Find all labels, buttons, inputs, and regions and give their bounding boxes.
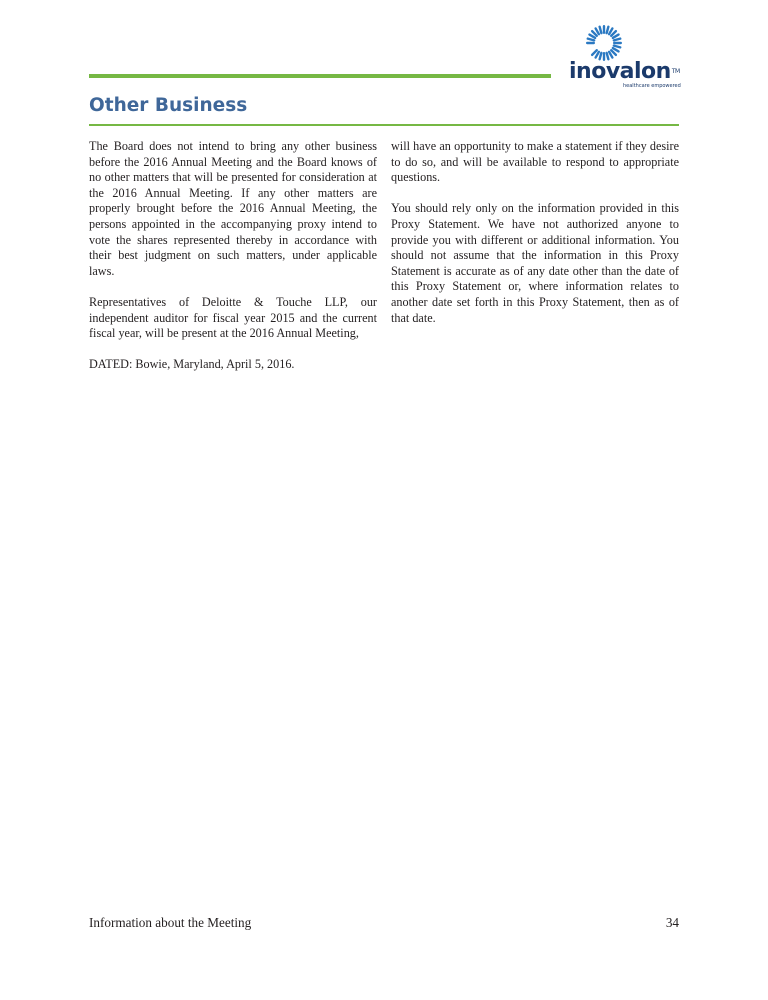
logo-trademark: TM	[671, 68, 680, 75]
left-column	[89, 139, 377, 389]
paragraph-dated: DATED: Bowie, Maryland, April 5, 2016.	[89, 357, 295, 372]
footer-section-label: Information about the Meeting	[89, 915, 252, 930]
paragraph-auditor-continued: will have an opportunity to make a statement if they desire to do so, and will be available to respond to appropriate questions.	[391, 139, 679, 185]
paragraph-rely-on-information: You should rely only on the information provided in this Proxy Statement. We have not authorized anyone to provide you with different or additional information. You should not assume that the information in this Proxy Statement is accurate as of any date other than the date of this Proxy Statement or, where information relates to another date set forth in this Proxy Statement, then as of that date.	[391, 201, 679, 325]
page-number: 34	[665, 915, 679, 930]
logo-wordmark	[569, 60, 679, 84]
paragraph-auditor: Representatives of Deloitte & Touche LLP, our independent auditor for fiscal year 2015 and the current fiscal year, will be present at the 2016 Annual Meeting,	[89, 294, 377, 341]
logo-tagline: healthcare empowered	[623, 83, 681, 89]
logo-burst-icon	[569, 20, 679, 64]
right-column	[391, 139, 679, 342]
logo-text: inovalon	[569, 59, 671, 84]
header-accent-rule	[89, 74, 551, 78]
inovalon-logo	[569, 20, 679, 90]
title-underline-rule	[89, 124, 679, 126]
paragraph-other-matters: The Board does not intend to bring any other business before the 2016 Annual Meeting and the Board knows of no other matters that will be presented for consideration at the 2016 Annual Meeting. If any other matters are properly brought before the 2016 Annual Meeting, the persons appointed in the accompanying proxy intend to vote the shares represented thereby in accordance with their best judgment on such matters, under applicable laws.	[89, 139, 377, 278]
section-title: Other Business	[89, 95, 248, 116]
